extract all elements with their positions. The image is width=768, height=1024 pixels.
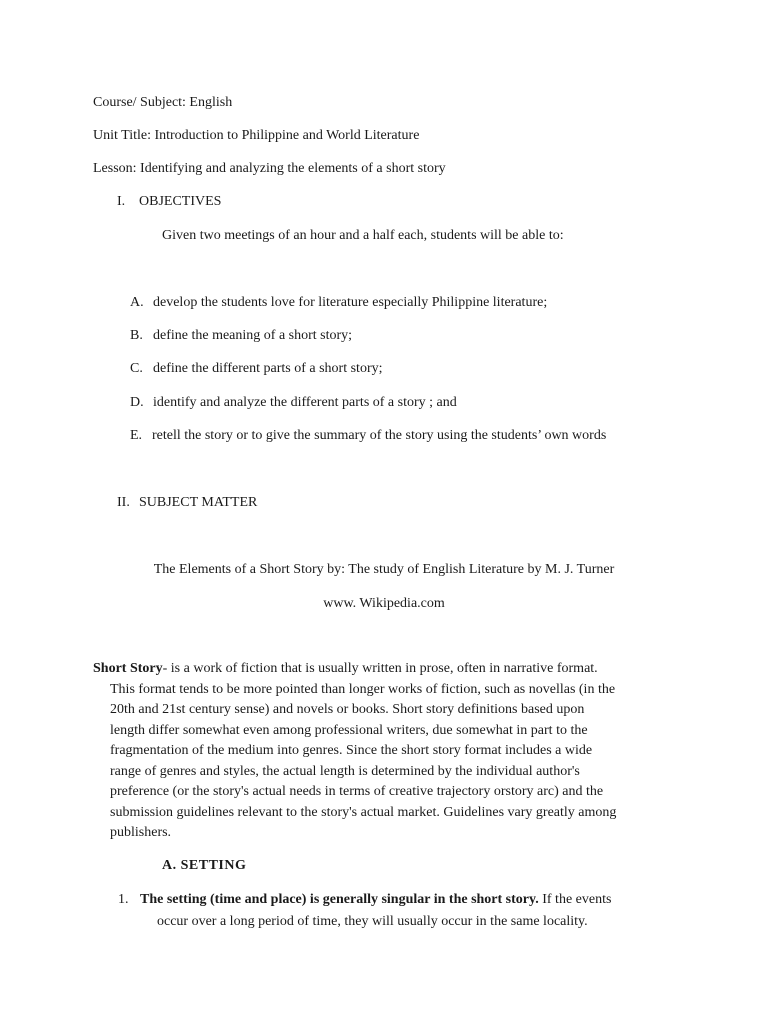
objective-letter-c: C. xyxy=(130,361,143,376)
objective-text-d: identify and analyze the different parts of a story ; and xyxy=(153,395,457,410)
section-number-subject-matter: II. xyxy=(117,495,130,510)
definition-line: This format tends to be more pointed than longer works of fiction, such as novellas (in the xyxy=(110,681,616,697)
objective-letter-e: E. xyxy=(130,428,143,443)
setting-item-number: 1. xyxy=(118,892,129,907)
definition-term: Short Story xyxy=(93,661,163,676)
definition-line: range of genres and styles, the actual length is determined by the individual author's xyxy=(110,763,580,779)
lesson-title: Lesson: Identifying and analyzing the elements of a short story xyxy=(93,161,446,176)
definition-line: length differ somewhat even among professional writers, due somewhat in part to the xyxy=(110,722,588,738)
definition-line: Short Story- is a work of fiction that is usually written in prose, often in narrative format. xyxy=(93,661,598,676)
objective-letter-b: B. xyxy=(130,328,143,343)
objectives-intro: Given two meetings of an hour and a half each, students will be able to: xyxy=(162,228,564,243)
definition-line: 20th and 21st century sense) and novels or books. Short story definitions based upon xyxy=(110,702,585,717)
definition-line: preference (or the story's actual needs in terms of creative trajectory orstory arc) and the xyxy=(110,784,604,799)
objective-text-a: develop the students love for literature especially Philippine literature; xyxy=(153,295,548,310)
objective-text-c: define the different parts of a short story; xyxy=(153,361,383,376)
unit-title: Unit Title: Introduction to Philippine and World Literature xyxy=(93,128,420,143)
subject-website: www. Wikipedia.com xyxy=(323,596,445,611)
definition-line: submission guidelines relevant to the story's actual market. Guidelines vary greatly among xyxy=(110,804,617,820)
objective-text-b: define the meaning of a short story; xyxy=(153,328,353,343)
setting-item-bold: The setting (time and place) is generally singular in the short story. xyxy=(140,892,539,907)
definition-line: fragmentation of the medium into genres. Since the short story format includes a wide xyxy=(110,743,593,758)
objective-letter-d: D. xyxy=(130,395,144,410)
section-number-objectives: I. xyxy=(117,194,126,209)
section-title-objectives: OBJECTIVES xyxy=(139,194,222,209)
short-story-definition xyxy=(93,659,683,844)
section-title-subject-matter: SUBJECT MATTER xyxy=(139,495,258,510)
setting-item-line-1: The setting (time and place) is generally singular in the short story. If the events xyxy=(140,892,612,907)
setting-item-line-2: occur over a long period of time, they will usually occur in the same locality. xyxy=(157,914,588,929)
objective-letter-a: A. xyxy=(130,295,144,310)
objective-text-e: retell the story or to give the summary of the story using the students’ own words xyxy=(152,428,607,443)
definition-line: publishers. xyxy=(110,825,172,840)
course-subject: Course/ Subject: English xyxy=(93,95,233,110)
setting-heading: A. SETTING xyxy=(162,858,247,873)
subject-reference: The Elements of a Short Story by: The study of English Literature by M. J. Turner xyxy=(153,562,615,577)
